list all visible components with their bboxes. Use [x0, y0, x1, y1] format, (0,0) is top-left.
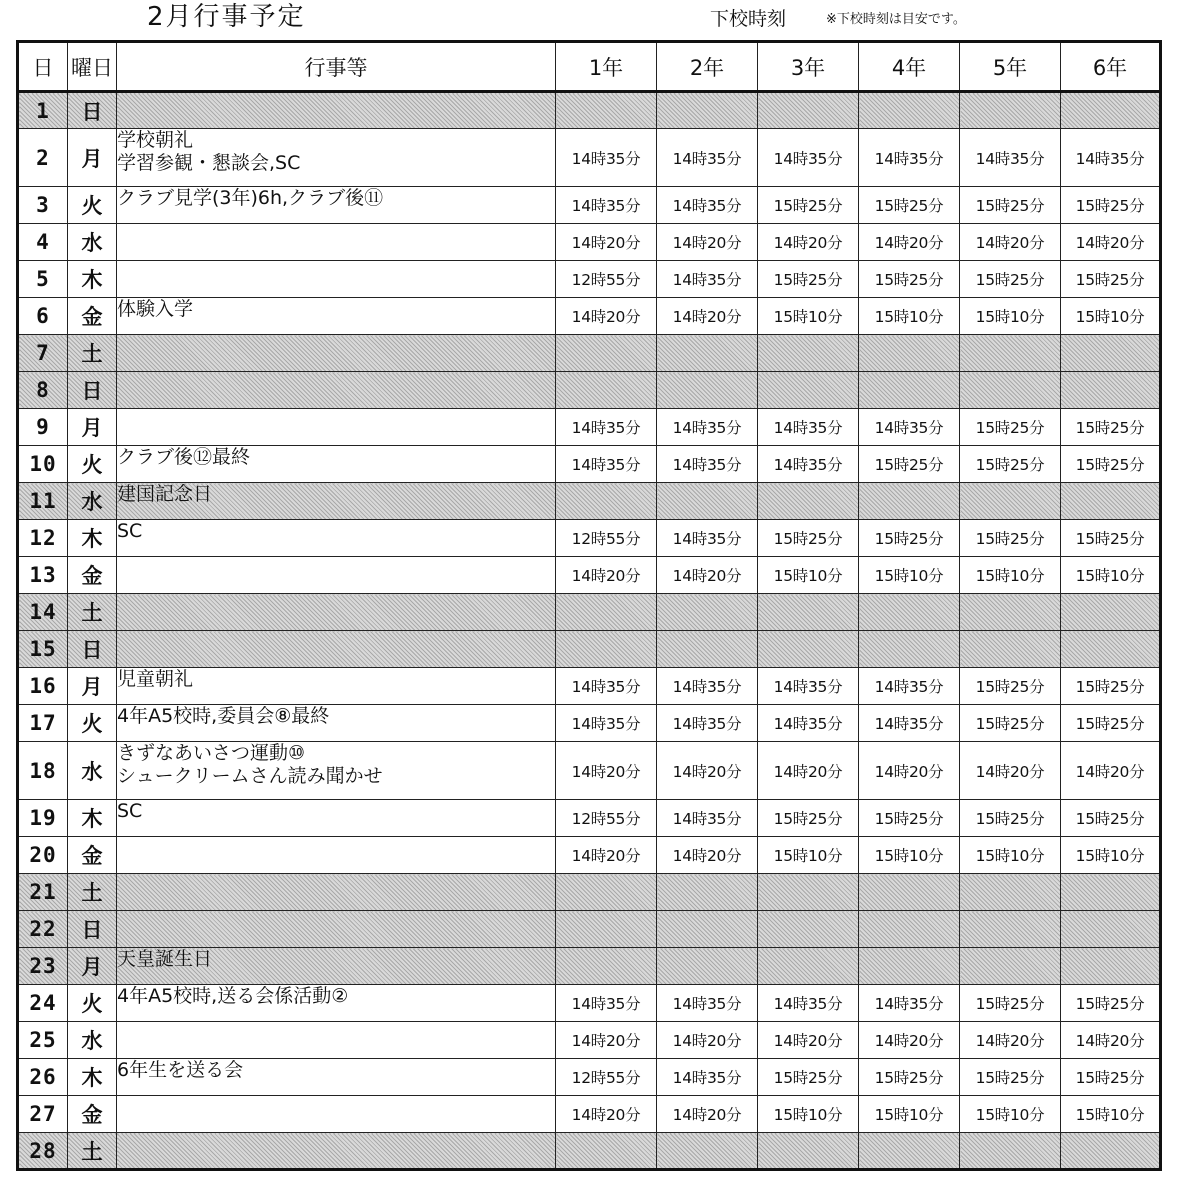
day-number: 14 — [18, 594, 68, 631]
dismissal-time-cell: 14時35分 — [657, 129, 758, 187]
dismissal-time-cell: 15時25分 — [1061, 261, 1161, 298]
schedule-row — [18, 92, 1161, 129]
dismissal-time-cell — [1061, 874, 1161, 911]
dismissal-time-cell: 12時55分 — [556, 261, 657, 298]
schedule-row — [18, 948, 1161, 985]
dismissal-time-cell: 14時35分 — [556, 187, 657, 224]
dismissal-time-cell: 14時35分 — [657, 668, 758, 705]
weekday: 土 — [68, 594, 117, 631]
dismissal-time-cell — [859, 874, 960, 911]
event-cell — [117, 837, 556, 874]
dismissal-time-cell: 14時35分 — [758, 446, 859, 483]
column-header-grade-4: 4年 — [859, 42, 960, 92]
column-header-grade-5: 5年 — [960, 42, 1061, 92]
event-cell — [117, 911, 556, 948]
dismissal-time-cell: 15時25分 — [758, 1059, 859, 1096]
day-number: 5 — [18, 261, 68, 298]
dismissal-time-cell: 15時25分 — [960, 446, 1061, 483]
event-cell — [117, 409, 556, 446]
day-number: 23 — [18, 948, 68, 985]
dismissal-time-cell: 14時20分 — [556, 557, 657, 594]
event-cell — [117, 224, 556, 261]
weekday: 水 — [68, 483, 117, 520]
day-number: 12 — [18, 520, 68, 557]
dismissal-time-cell: 15時10分 — [960, 557, 1061, 594]
dismissal-time-heading: 下校時刻 — [710, 8, 787, 30]
weekday: 金 — [68, 298, 117, 335]
day-number: 15 — [18, 631, 68, 668]
dismissal-time-cell: 15時25分 — [1061, 705, 1161, 742]
day-number: 3 — [18, 187, 68, 224]
dismissal-time-cell: 14時35分 — [657, 985, 758, 1022]
dismissal-time-cell: 14時20分 — [556, 742, 657, 800]
weekday: 金 — [68, 1096, 117, 1133]
dismissal-time-cell — [1061, 372, 1161, 409]
weekday: 火 — [68, 705, 117, 742]
dismissal-time-cell: 14時35分 — [556, 985, 657, 1022]
event-cell — [117, 372, 556, 409]
weekday: 月 — [68, 129, 117, 187]
dismissal-time-cell — [556, 335, 657, 372]
schedule-row — [18, 335, 1161, 372]
event-cell: 体験入学 — [117, 298, 556, 335]
dismissal-time-cell: 14時20分 — [657, 1096, 758, 1133]
column-header-grade-2: 2年 — [657, 42, 758, 92]
event-cell: SC — [117, 800, 556, 837]
dismissal-time-cell: 14時35分 — [758, 985, 859, 1022]
weekday: 火 — [68, 446, 117, 483]
schedule-row — [18, 298, 1161, 335]
dismissal-time-cell: 14時35分 — [758, 705, 859, 742]
dismissal-time-cell: 15時10分 — [960, 837, 1061, 874]
schedule-row — [18, 837, 1161, 874]
day-number: 6 — [18, 298, 68, 335]
dismissal-time-cell: 14時35分 — [556, 446, 657, 483]
day-number: 27 — [18, 1096, 68, 1133]
dismissal-time-cell: 14時35分 — [556, 409, 657, 446]
dismissal-time-cell: 15時10分 — [1061, 298, 1161, 335]
dismissal-time-cell: 14時35分 — [758, 409, 859, 446]
schedule-row — [18, 705, 1161, 742]
dismissal-time-cell: 14時20分 — [960, 742, 1061, 800]
dismissal-time-cell: 14時20分 — [1061, 742, 1161, 800]
dismissal-time-cell: 14時20分 — [1061, 224, 1161, 261]
dismissal-time-cell: 15時25分 — [960, 705, 1061, 742]
event-cell: きずなあいさつ運動⑩ シュークリームさん読み聞かせ — [117, 742, 556, 800]
day-number: 20 — [18, 837, 68, 874]
weekday: 月 — [68, 948, 117, 985]
dismissal-time-cell: 14時20分 — [556, 1096, 657, 1133]
dismissal-time-cell: 14時35分 — [657, 520, 758, 557]
dismissal-time-cell: 14時20分 — [657, 298, 758, 335]
dismissal-time-cell: 15時25分 — [1061, 985, 1161, 1022]
dismissal-time-cell: 15時10分 — [758, 1096, 859, 1133]
dismissal-time-cell: 14時35分 — [657, 409, 758, 446]
dismissal-time-cell — [758, 1133, 859, 1170]
dismissal-time-cell — [657, 335, 758, 372]
dismissal-time-cell — [657, 594, 758, 631]
event-cell — [117, 1133, 556, 1170]
day-number: 13 — [18, 557, 68, 594]
day-number: 18 — [18, 742, 68, 800]
day-number: 22 — [18, 911, 68, 948]
dismissal-time-cell: 15時25分 — [1061, 520, 1161, 557]
event-cell: クラブ見学(3年)6h,クラブ後⑪ — [117, 187, 556, 224]
dismissal-time-cell: 14時20分 — [758, 224, 859, 261]
dismissal-time-cell: 15時25分 — [1061, 446, 1161, 483]
event-cell: 4年A5校時,委員会⑧最終 — [117, 705, 556, 742]
event-cell — [117, 1096, 556, 1133]
schedule-row — [18, 483, 1161, 520]
day-number: 21 — [18, 874, 68, 911]
schedule-row — [18, 874, 1161, 911]
dismissal-time-cell — [960, 1133, 1061, 1170]
weekday: 水 — [68, 742, 117, 800]
dismissal-time-cell — [960, 948, 1061, 985]
day-number: 28 — [18, 1133, 68, 1170]
weekday: 金 — [68, 557, 117, 594]
dismissal-time-cell — [960, 911, 1061, 948]
dismissal-time-cell — [1061, 92, 1161, 129]
dismissal-time-cell: 15時10分 — [1061, 837, 1161, 874]
dismissal-time-cell: 15時25分 — [960, 261, 1061, 298]
dismissal-time-cell: 14時35分 — [859, 985, 960, 1022]
event-cell — [117, 335, 556, 372]
weekday: 月 — [68, 668, 117, 705]
schedule-row — [18, 224, 1161, 261]
dismissal-time-cell: 14時20分 — [556, 224, 657, 261]
dismissal-time-cell — [859, 911, 960, 948]
schedule-row — [18, 187, 1161, 224]
weekday: 木 — [68, 800, 117, 837]
dismissal-time-cell: 14時20分 — [657, 1022, 758, 1059]
dismissal-time-cell: 15時25分 — [1061, 1059, 1161, 1096]
dismissal-time-cell — [657, 874, 758, 911]
day-number: 4 — [18, 224, 68, 261]
dismissal-time-cell — [657, 372, 758, 409]
dismissal-time-cell — [960, 631, 1061, 668]
dismissal-time-cell: 14時20分 — [556, 837, 657, 874]
dismissal-time-cell: 14時35分 — [859, 409, 960, 446]
day-number: 9 — [18, 409, 68, 446]
day-number: 17 — [18, 705, 68, 742]
dismissal-time-cell: 14時35分 — [657, 800, 758, 837]
dismissal-time-cell: 14時35分 — [556, 705, 657, 742]
day-number: 16 — [18, 668, 68, 705]
weekday: 木 — [68, 520, 117, 557]
day-number: 26 — [18, 1059, 68, 1096]
column-header-day: 日 — [18, 42, 68, 92]
dismissal-time-cell: 14時20分 — [859, 1022, 960, 1059]
dismissal-time-cell: 14時35分 — [758, 668, 859, 705]
dismissal-time-cell: 15時10分 — [859, 837, 960, 874]
day-number: 7 — [18, 335, 68, 372]
dismissal-time-cell — [1061, 911, 1161, 948]
february-schedule-table — [16, 40, 1162, 1171]
dismissal-time-cell — [556, 594, 657, 631]
weekday: 日 — [68, 92, 117, 129]
dismissal-time-cell: 14時20分 — [758, 742, 859, 800]
dismissal-time-cell: 14時20分 — [556, 1022, 657, 1059]
dismissal-time-cell — [859, 483, 960, 520]
page-title: 2月行事予定 — [147, 2, 306, 32]
schedule-row — [18, 409, 1161, 446]
column-header-weekday: 曜日 — [68, 42, 117, 92]
dismissal-time-cell: 15時10分 — [758, 557, 859, 594]
dismissal-time-cell: 14時20分 — [859, 742, 960, 800]
dismissal-time-cell — [960, 335, 1061, 372]
dismissal-time-cell: 15時25分 — [859, 800, 960, 837]
day-number: 10 — [18, 446, 68, 483]
day-number: 8 — [18, 372, 68, 409]
dismissal-time-cell — [960, 594, 1061, 631]
weekday: 土 — [68, 335, 117, 372]
weekday: 木 — [68, 1059, 117, 1096]
dismissal-time-cell: 15時25分 — [960, 800, 1061, 837]
dismissal-time-cell — [859, 372, 960, 409]
column-header-grade-6: 6年 — [1061, 42, 1161, 92]
dismissal-time-cell: 15時10分 — [1061, 1096, 1161, 1133]
dismissal-time-cell: 14時20分 — [758, 1022, 859, 1059]
event-cell — [117, 1022, 556, 1059]
dismissal-time-cell — [758, 594, 859, 631]
dismissal-time-cell: 14時20分 — [657, 837, 758, 874]
schedule-row — [18, 1022, 1161, 1059]
schedule-row — [18, 520, 1161, 557]
dismissal-time-cell: 14時20分 — [657, 224, 758, 261]
column-header-grade-1: 1年 — [556, 42, 657, 92]
dismissal-time-cell — [657, 631, 758, 668]
header-row — [18, 42, 1161, 92]
weekday: 土 — [68, 874, 117, 911]
dismissal-time-cell — [1061, 335, 1161, 372]
day-number: 25 — [18, 1022, 68, 1059]
dismissal-time-cell: 15時25分 — [1061, 187, 1161, 224]
dismissal-time-cell: 14時35分 — [657, 705, 758, 742]
event-cell: 4年A5校時,送る会係活動② — [117, 985, 556, 1022]
dismissal-time-cell — [758, 631, 859, 668]
dismissal-time-cell: 15時25分 — [859, 520, 960, 557]
dismissal-time-cell: 15時10分 — [859, 298, 960, 335]
dismissal-time-cell: 14時35分 — [556, 129, 657, 187]
weekday: 月 — [68, 409, 117, 446]
dismissal-time-cell — [556, 372, 657, 409]
weekday: 水 — [68, 224, 117, 261]
dismissal-time-cell: 15時10分 — [859, 1096, 960, 1133]
day-number: 2 — [18, 129, 68, 187]
weekday: 木 — [68, 261, 117, 298]
schedule-row — [18, 631, 1161, 668]
dismissal-time-cell: 15時25分 — [859, 187, 960, 224]
dismissal-time-cell — [960, 483, 1061, 520]
dismissal-time-cell: 14時35分 — [859, 705, 960, 742]
dismissal-time-cell — [758, 483, 859, 520]
dismissal-time-cell — [1061, 483, 1161, 520]
event-cell — [117, 557, 556, 594]
dismissal-time-cell: 14時20分 — [960, 224, 1061, 261]
dismissal-time-cell: 15時10分 — [960, 298, 1061, 335]
dismissal-time-cell — [1061, 594, 1161, 631]
dismissal-time-cell: 15時25分 — [758, 800, 859, 837]
dismissal-time-note: ※下校時刻は目安です。 — [826, 12, 966, 27]
schedule-row — [18, 800, 1161, 837]
weekday: 火 — [68, 187, 117, 224]
dismissal-time-cell — [657, 1133, 758, 1170]
day-number: 24 — [18, 985, 68, 1022]
event-cell: 6年生を送る会 — [117, 1059, 556, 1096]
dismissal-time-cell — [758, 335, 859, 372]
dismissal-time-cell: 14時35分 — [657, 446, 758, 483]
dismissal-time-cell — [859, 335, 960, 372]
dismissal-time-cell — [1061, 631, 1161, 668]
dismissal-time-cell: 15時10分 — [859, 557, 960, 594]
dismissal-time-cell — [556, 911, 657, 948]
event-cell: クラブ後⑫最終 — [117, 446, 556, 483]
event-cell: 学校朝礼 学習参観・懇談会,SC — [117, 129, 556, 187]
event-cell: 児童朝礼 — [117, 668, 556, 705]
dismissal-time-cell — [960, 372, 1061, 409]
weekday: 土 — [68, 1133, 117, 1170]
day-number: 1 — [18, 92, 68, 129]
schedule-body — [18, 92, 1161, 1170]
schedule-row — [18, 1096, 1161, 1133]
dismissal-time-cell: 15時10分 — [960, 1096, 1061, 1133]
dismissal-time-cell: 14時35分 — [960, 129, 1061, 187]
dismissal-time-cell — [758, 372, 859, 409]
dismissal-time-cell: 14時20分 — [859, 224, 960, 261]
dismissal-time-cell: 14時20分 — [556, 298, 657, 335]
dismissal-time-cell: 14時35分 — [556, 668, 657, 705]
dismissal-time-cell: 12時55分 — [556, 1059, 657, 1096]
weekday: 日 — [68, 372, 117, 409]
dismissal-time-cell — [960, 92, 1061, 129]
schedule-row — [18, 1059, 1161, 1096]
dismissal-time-cell: 14時35分 — [1061, 129, 1161, 187]
dismissal-time-cell — [859, 631, 960, 668]
dismissal-time-cell — [758, 92, 859, 129]
event-cell — [117, 261, 556, 298]
event-cell — [117, 594, 556, 631]
schedule-row — [18, 446, 1161, 483]
dismissal-time-cell: 15時25分 — [960, 668, 1061, 705]
dismissal-time-cell: 14時35分 — [657, 1059, 758, 1096]
weekday: 日 — [68, 911, 117, 948]
dismissal-time-cell: 15時10分 — [758, 298, 859, 335]
dismissal-time-cell: 14時20分 — [960, 1022, 1061, 1059]
dismissal-time-cell — [657, 92, 758, 129]
event-cell — [117, 631, 556, 668]
dismissal-time-cell: 14時35分 — [657, 261, 758, 298]
schedule-row — [18, 1133, 1161, 1170]
schedule-row — [18, 129, 1161, 187]
column-header-events: 行事等 — [117, 42, 556, 92]
schedule-row — [18, 668, 1161, 705]
dismissal-time-cell — [859, 948, 960, 985]
dismissal-time-cell: 15時10分 — [1061, 557, 1161, 594]
event-cell: SC — [117, 520, 556, 557]
weekday: 水 — [68, 1022, 117, 1059]
dismissal-time-cell: 15時25分 — [859, 261, 960, 298]
schedule-row — [18, 985, 1161, 1022]
dismissal-time-cell — [960, 874, 1061, 911]
dismissal-time-cell: 14時35分 — [657, 187, 758, 224]
dismissal-time-cell: 15時25分 — [758, 520, 859, 557]
dismissal-time-cell — [859, 594, 960, 631]
dismissal-time-cell: 15時25分 — [758, 187, 859, 224]
dismissal-time-cell: 15時25分 — [960, 409, 1061, 446]
dismissal-time-cell — [859, 1133, 960, 1170]
schedule-row — [18, 742, 1161, 800]
dismissal-time-cell: 15時25分 — [859, 1059, 960, 1096]
dismissal-time-cell — [556, 874, 657, 911]
dismissal-time-cell: 15時25分 — [960, 985, 1061, 1022]
dismissal-time-cell: 15時10分 — [758, 837, 859, 874]
dismissal-time-cell — [657, 911, 758, 948]
day-number: 19 — [18, 800, 68, 837]
dismissal-time-cell: 15時25分 — [1061, 800, 1161, 837]
dismissal-time-cell: 15時25分 — [960, 1059, 1061, 1096]
day-number: 11 — [18, 483, 68, 520]
dismissal-time-cell: 14時35分 — [859, 129, 960, 187]
dismissal-time-cell — [657, 483, 758, 520]
dismissal-time-cell — [758, 948, 859, 985]
schedule-row — [18, 261, 1161, 298]
event-cell — [117, 874, 556, 911]
dismissal-time-cell: 14時35分 — [859, 668, 960, 705]
dismissal-time-cell — [859, 92, 960, 129]
weekday: 金 — [68, 837, 117, 874]
column-header-grade-3: 3年 — [758, 42, 859, 92]
dismissal-time-cell: 14時35分 — [758, 129, 859, 187]
schedule-row — [18, 911, 1161, 948]
dismissal-time-cell: 15時25分 — [859, 446, 960, 483]
event-cell: 建国記念日 — [117, 483, 556, 520]
dismissal-time-cell: 14時20分 — [657, 742, 758, 800]
dismissal-time-cell: 15時25分 — [960, 520, 1061, 557]
schedule-row — [18, 372, 1161, 409]
dismissal-time-cell: 15時25分 — [960, 187, 1061, 224]
dismissal-time-cell: 12時55分 — [556, 800, 657, 837]
schedule-row — [18, 557, 1161, 594]
dismissal-time-cell: 15時25分 — [758, 261, 859, 298]
dismissal-time-cell — [556, 631, 657, 668]
dismissal-time-cell — [556, 92, 657, 129]
dismissal-time-cell — [556, 483, 657, 520]
dismissal-time-cell — [1061, 1133, 1161, 1170]
dismissal-time-cell — [758, 911, 859, 948]
dismissal-time-cell — [556, 948, 657, 985]
dismissal-time-cell: 15時25分 — [1061, 668, 1161, 705]
event-cell — [117, 92, 556, 129]
event-cell: 天皇誕生日 — [117, 948, 556, 985]
schedule-row — [18, 594, 1161, 631]
dismissal-time-cell — [657, 948, 758, 985]
weekday: 火 — [68, 985, 117, 1022]
dismissal-time-cell — [1061, 948, 1161, 985]
dismissal-time-cell — [556, 1133, 657, 1170]
dismissal-time-cell: 14時20分 — [657, 557, 758, 594]
dismissal-time-cell — [758, 874, 859, 911]
weekday: 日 — [68, 631, 117, 668]
dismissal-time-cell: 14時20分 — [1061, 1022, 1161, 1059]
dismissal-time-cell: 12時55分 — [556, 520, 657, 557]
dismissal-time-cell: 15時25分 — [1061, 409, 1161, 446]
